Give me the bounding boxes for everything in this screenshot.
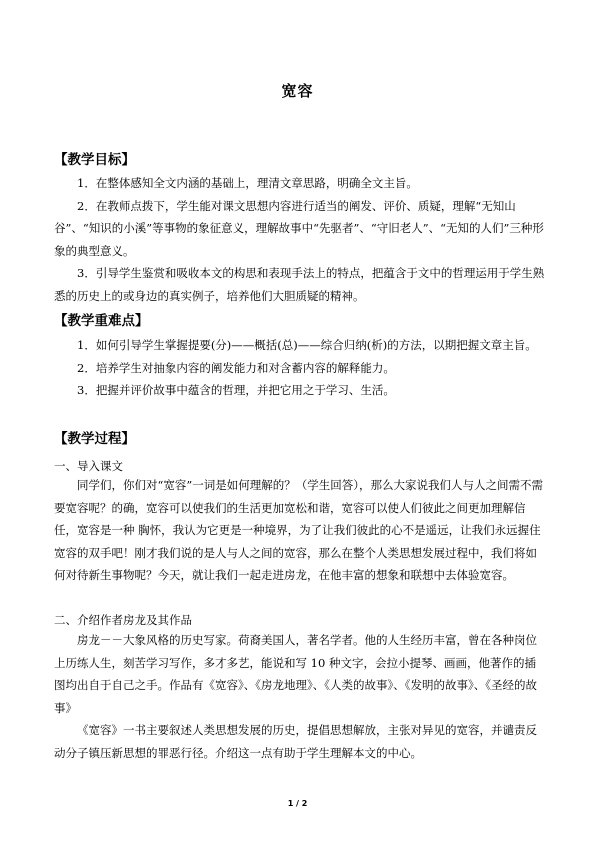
page-title: 宽容 xyxy=(281,82,314,100)
process-part1-title: 一、导入课文 xyxy=(54,459,123,473)
process-part2-paragraph-2: 《宽容》一书主要叙述人类思想发展的历史，提倡思想解放，主张对异见的宽容，并谴责反动分子镇压新思想的罪恶行径。介绍这一点有助于学生理解本文的中心。 xyxy=(54,723,537,760)
goal-item-2: 2．在教师点拨下，学生能对课文思想内容进行适当的阐发、评价、质疑，理解“无知山谷”、“知识的小溪”等事物的象征意义，理解故事中“先驱者”、“守旧老人”、“无知的人们”三种形象的典型意义。 xyxy=(54,198,544,258)
key-point-item-3: 3．把握并评价故事中蕴含的哲理，并把它用之于学习、生活。 xyxy=(77,383,395,397)
goal-item-1: 1．在整体感知全文内涵的基础上，理清文章思路，明确全文主旨。 xyxy=(77,176,418,190)
key-point-item-2: 2．培养学生对抽象内容的阐发能力和对含蓄内容的解释能力。 xyxy=(77,360,395,375)
goal-item-3: 3．引导学生鉴赏和吸收本文的构思和表现手法上的特点，把蕴含于文中的哲理运用于学生熟悉的历史上的或身边的真实例子，培养他们大胆质疑的精神。 xyxy=(54,266,545,303)
section-heading-key-points: 【教学重难点】 xyxy=(54,313,149,329)
process-part1-body xyxy=(54,474,546,587)
process-part2-body xyxy=(54,629,546,764)
key-point-item-1: 1．如何引导学生掌握提要(分)——概括(总)——综合归纳(析)的方法，以期把握文章主旨。 xyxy=(77,338,537,352)
goals-list xyxy=(54,172,546,307)
process-part1-paragraph: 同学们，你们对“宽容”一词是如何理解的？（学生回答），那么大家说我们人与人之间需不需要宽容呢？的确，宽容可以使我们的生活更加宽松和谐，宽容可以使人们彼此之间更加理解信任，宽容是一种 胸怀，我认为它更是一种境界，为了让我们彼此的心不是遥远，让我们永远握住宽容的双手吧！刚才我们说的是人与人之间的宽容，那么在整个人类思想发展过程中，我们将如何对待新生事物呢？今天，就让我们一起走进房龙，在他丰富的想象和联想中去体验宽容。 xyxy=(54,478,544,582)
key-points-list xyxy=(54,334,546,402)
process-part2-title: 二、介绍作者房龙及其作品 xyxy=(54,613,192,627)
section-heading-goals: 【教学目标】 xyxy=(54,152,135,168)
process-part2-paragraph-1: 房龙－－大象风格的历史写家。荷裔美国人，著名学者。他的人生经历丰富，曾在各种岗位上历练人生，刻苦学习写作，多才多艺，能说和写 10 种文字，会拉小提琴、画画，他著作的插图均出自于自己之手。作品有《宽容》、《房龙地理》、《人类的故事》、《发明的故事》、《圣经的故事》 xyxy=(54,633,537,715)
page-number: 1 / 2 xyxy=(287,799,308,808)
section-heading-process: 【教学过程】 xyxy=(54,431,135,447)
